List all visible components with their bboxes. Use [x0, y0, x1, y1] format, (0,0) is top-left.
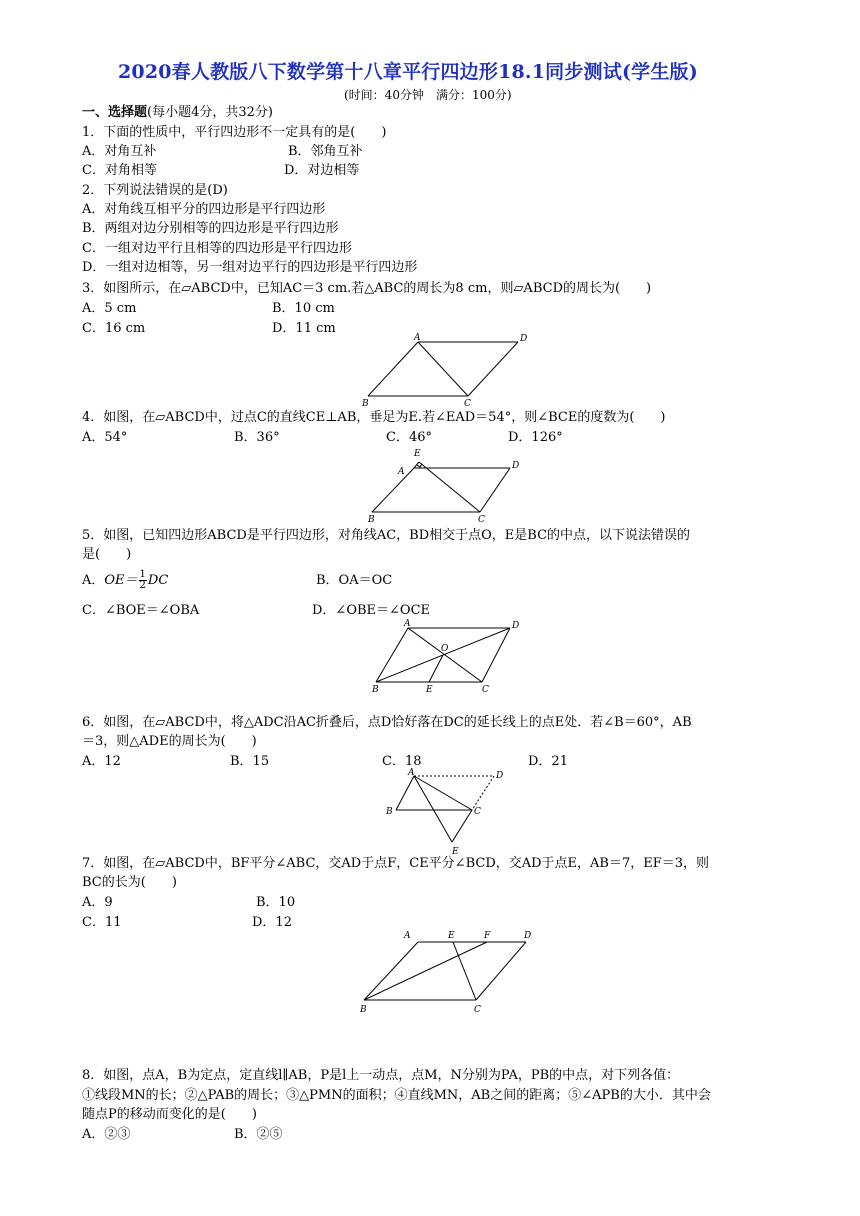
q5-stem-line2: 是( )	[82, 547, 132, 562]
q5-fraction-numerator: 1	[139, 569, 146, 580]
fig7-side-cd	[476, 942, 526, 1000]
fig5-label-c: C	[482, 685, 489, 695]
q5-option-c: C．∠BOE＝∠OBA	[82, 603, 200, 618]
q6-option-c: C．18	[382, 754, 422, 769]
fig5-side-ab	[376, 628, 408, 682]
q8-stem-line1: 8．如图，点A，B为定点，定直线l∥AB，P是l上一动点，点M，N分别为PA，PB的中点，对下列各值：	[82, 1068, 680, 1083]
fig4-label-c: C	[478, 515, 485, 525]
fig6-side-dc-dashed	[472, 776, 494, 810]
fig6-segment-ce	[452, 810, 472, 842]
q8-option-b: B．②⑤	[234, 1127, 283, 1142]
q2-option-b: B．两组对边分别相等的四边形是平行四边形	[82, 221, 339, 236]
q1-option-d: D．对边相等	[284, 163, 360, 178]
fig6-label-b: B	[386, 807, 393, 817]
q5-option-a-prefix: A．	[82, 573, 105, 588]
fig6-segment-ae	[414, 776, 452, 842]
section-title: 一、选择题	[82, 105, 148, 120]
fig5-diagonal-ac	[408, 628, 482, 682]
figure-q3-parallelogram	[360, 332, 540, 408]
fig6-label-a: A	[408, 768, 415, 778]
fig7-bisector-ce	[453, 942, 476, 1000]
section-heading	[82, 104, 273, 122]
q2-option-a: A．对角线互相平分的四边形是平行四边形	[82, 202, 326, 217]
q3-option-a: A．5 cm	[82, 301, 137, 316]
q1-stem: 1．下面的性质中，平行四边形不一定具有的是( )	[82, 125, 387, 140]
q6-option-d: D．21	[528, 754, 568, 769]
q1-option-b: B．邻角互补	[288, 144, 363, 159]
fig7-label-c: C	[474, 1005, 481, 1015]
fig7-label-f: F	[484, 931, 491, 941]
fig6-label-c: C	[474, 807, 481, 817]
figure-q7-parallelogram	[356, 926, 540, 1020]
q5-stem-line1: 5．如图，已知四边形ABCD是平行四边形，对角线AC，BD相交于点O，E是BC的中点，以下说法错误的	[82, 528, 691, 543]
page-title: 2020春人教版八下数学第十八章平行四边形18.1同步测试(学生版)	[118, 61, 698, 83]
q5-option-a-lhs: OE＝	[104, 573, 138, 588]
q6-option-a: A．12	[82, 754, 121, 769]
q4-option-d: D．126°	[508, 430, 563, 445]
q5-fraction-denominator: 2	[139, 580, 146, 591]
fig5-label-e: E	[426, 685, 433, 695]
fig4-label-d: D	[512, 461, 520, 471]
section-note: (每小题4分，共32分)	[147, 105, 273, 120]
q4-option-a: A．54°	[82, 430, 128, 445]
fig6-side-ab	[396, 776, 414, 810]
q2-stem: 2．下列说法错误的是(D)	[82, 183, 228, 198]
fig5-label-o: O	[441, 644, 449, 654]
q6-stem-line2: ＝3，则△ADE的周长为( )	[82, 734, 257, 749]
fig7-label-a: A	[404, 931, 411, 941]
fig6-diagonal-ac	[414, 776, 472, 810]
q2-option-d: D．一组对边相等，另一组对边平行的四边形是平行四边形	[82, 260, 418, 275]
q6-option-b: B．15	[230, 754, 270, 769]
fig3-side-cd	[468, 342, 518, 396]
q5-option-b: B．OA＝OC	[316, 573, 393, 588]
fig7-label-b: B	[360, 1005, 367, 1015]
q3-option-d: D．11 cm	[272, 321, 336, 336]
figure-q5-parallelogram	[366, 616, 526, 698]
fig5-side-cd	[482, 628, 510, 682]
fig7-side-ab	[364, 942, 418, 1000]
q2-option-c: C．一组对边平行且相等的四边形是平行四边形	[82, 241, 352, 256]
figure-q6-folded-parallelogram	[382, 766, 512, 858]
fig4-side-cd	[480, 468, 510, 512]
page-subtitle: (时间：40分钟 满分：100分)	[344, 88, 512, 102]
fig7-bisector-bf	[364, 942, 487, 1000]
q7-stem-line1: 7．如图，在▱ABCD中，BF平分∠ABC，交AD于点F，CE平分∠BCD，交AD于点E，AB＝7，EF＝3，则	[82, 856, 710, 871]
q5-option-a-fraction	[139, 570, 147, 591]
q6-stem-line1: 6．如图，在▱ABCD中，将△ADC沿AC折叠后，点D恰好落在DC的延长线上的点E处．若∠B＝60°，AB	[82, 715, 692, 730]
fig3-side-ab	[368, 342, 418, 396]
fig5-label-a: A	[404, 619, 411, 629]
q7-option-c: C．11	[82, 915, 122, 930]
q7-option-d: D．12	[252, 915, 292, 930]
q8-option-a: A．②③	[82, 1127, 131, 1142]
fig3-label-d: D	[520, 334, 528, 344]
q7-stem-line2: BC的长为( )	[82, 875, 177, 890]
q3-option-b: B．10 cm	[272, 301, 335, 316]
fig5-segment-oe	[429, 655, 443, 682]
fig4-line-ce	[419, 462, 480, 512]
fig7-label-d: D	[524, 931, 532, 941]
fig3-diagonal-ac	[418, 342, 468, 396]
fig7-label-e: E	[448, 931, 455, 941]
q1-option-c: C．对角相等	[82, 163, 157, 178]
fig3-label-c: C	[464, 399, 471, 409]
q5-option-a-rhs: DC	[147, 573, 169, 588]
q5-option-a	[82, 570, 168, 591]
q3-option-c: C．16 cm	[82, 321, 146, 336]
figure-q4-parallelogram	[362, 444, 542, 526]
fig6-label-d: D	[496, 771, 504, 781]
q8-stem-line3: 随点P的移动而变化的是( )	[82, 1107, 257, 1122]
fig3-label-a: A	[414, 333, 421, 343]
fig5-label-d: D	[512, 621, 520, 631]
fig4-side-ab	[372, 468, 414, 512]
fig3-label-b: B	[362, 399, 369, 409]
q4-stem: 4．如图，在▱ABCD中，过点C的直线CE⊥AB，垂足为E.若∠EAD＝54°，则∠BCE的度数为( )	[82, 410, 666, 425]
fig4-label-a: A	[398, 467, 405, 477]
fig4-label-e: E	[414, 449, 421, 459]
q7-option-b: B．10	[256, 895, 296, 910]
fig4-extension-ae	[414, 462, 419, 468]
q7-option-a: A．9	[82, 895, 113, 910]
q5-option-d: D．∠OBE＝∠OCE	[312, 603, 431, 618]
fig5-label-b: B	[372, 685, 379, 695]
q1-option-a: A．对角互补	[82, 144, 157, 159]
q4-option-c: C．46°	[386, 430, 432, 445]
fig4-right-angle-mark	[417, 464, 422, 467]
fig6-label-e: E	[452, 847, 459, 857]
q3-stem: 3．如图所示，在▱ABCD中，已知AC＝3 cm.若△ABC的周长为8 cm，则▱ABCD的周长为( )	[82, 281, 652, 296]
q8-stem-line2: ①线段MN的长；②△PAB的周长；③△PMN的面积；④直线MN，AB之间的距离；⑤∠APB的大小．其中会	[82, 1088, 711, 1103]
fig4-label-b: B	[368, 515, 375, 525]
q4-option-b: B．36°	[234, 430, 280, 445]
